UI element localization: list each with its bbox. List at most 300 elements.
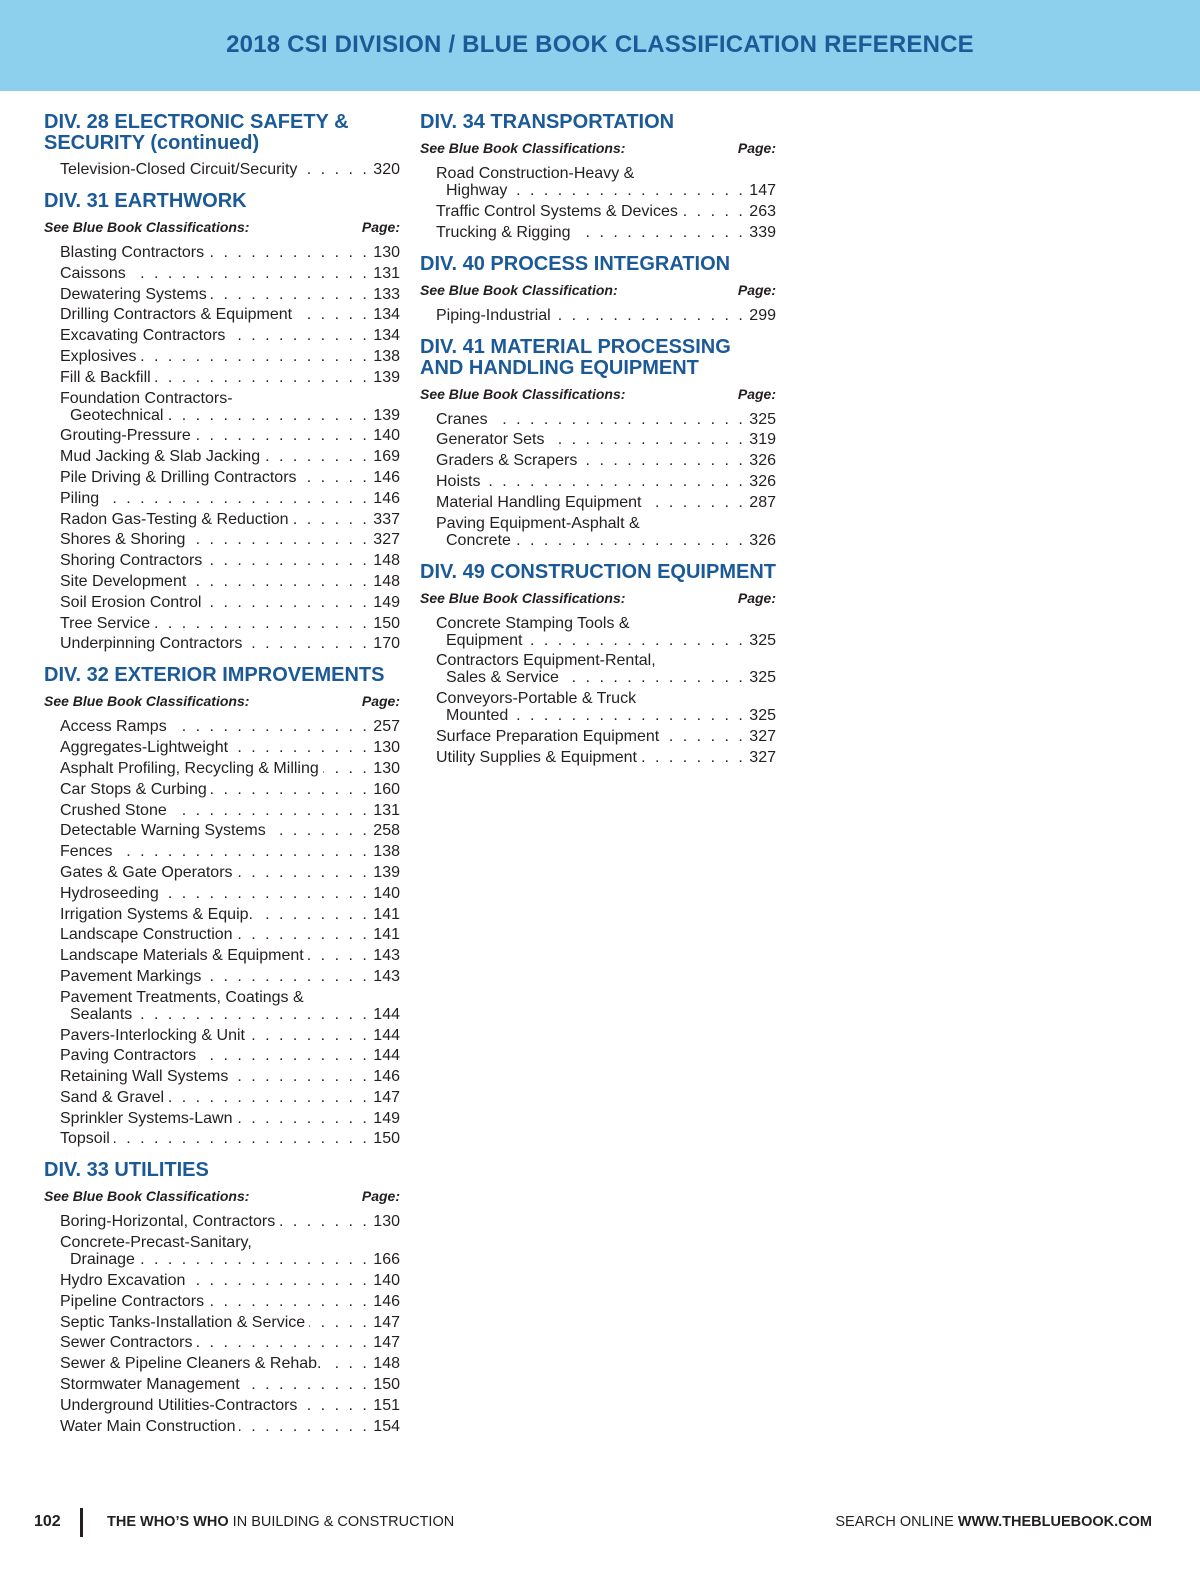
classification-item	[60, 552, 400, 569]
classification-row	[60, 1293, 400, 1310]
classification-item	[60, 1397, 400, 1414]
classification-name: Hoists	[436, 472, 481, 490]
classification-name: Septic Tanks-Installation & Service	[60, 1313, 306, 1331]
classification-name: Gates & Gate Operators	[60, 863, 233, 881]
classification-row	[60, 490, 400, 507]
classification-row	[60, 885, 400, 902]
page-number-ref: 138	[373, 347, 400, 365]
classification-row	[60, 926, 400, 943]
page-number-ref: 148	[373, 552, 400, 570]
division-title: DIV. 49 CONSTRUCTION EQUIPMENT	[420, 560, 776, 583]
classification-row	[60, 1251, 400, 1268]
classification-item	[436, 307, 776, 324]
classification-item	[60, 469, 400, 486]
classification-item	[60, 531, 400, 548]
classification-row	[60, 822, 400, 839]
classification-list	[420, 411, 776, 549]
classification-header-label: See Blue Book Classifications:	[44, 219, 250, 235]
classification-name-continued: Geotechnical	[70, 406, 164, 424]
dot-leader	[155, 369, 370, 386]
classification-item	[60, 760, 400, 777]
dot-leader	[515, 532, 745, 549]
dot-leader	[575, 224, 746, 241]
dot-leader	[323, 760, 370, 777]
classification-item	[60, 161, 400, 178]
dot-leader	[211, 781, 370, 798]
classification-name: Blasting Contractors	[60, 244, 205, 261]
classification-name-continued: Mounted	[446, 707, 509, 725]
page-header-label: Page:	[361, 219, 400, 235]
classification-name: Irrigation Systems & Equip.	[60, 905, 253, 923]
classification-row	[60, 531, 400, 548]
dot-leader	[527, 632, 746, 649]
classification-name: Traffic Control Systems & Devices	[436, 202, 678, 220]
classification-name: Piling	[60, 489, 100, 507]
dot-leader	[190, 573, 369, 590]
dot-leader	[154, 615, 369, 632]
classification-name: Asphalt Profiling, Recycling & Milling	[60, 759, 319, 777]
dot-leader	[325, 1355, 369, 1372]
dot-leader	[167, 407, 369, 424]
classification-name: Foundation Contractors-	[60, 389, 233, 407]
page-number-ref: 326	[749, 472, 776, 490]
page-number-ref: 319	[749, 431, 776, 449]
classification-item	[60, 244, 400, 261]
classification-name: Concrete-Precast-Sanitary,	[60, 1234, 252, 1252]
classification-name: Underground Utilities-Contractors	[60, 1396, 298, 1414]
page-number-ref: 150	[373, 614, 400, 632]
classification-row	[60, 1376, 400, 1393]
page-number-ref: 144	[373, 1005, 400, 1023]
classification-row	[60, 1006, 400, 1023]
dot-leader	[682, 203, 745, 220]
dot-leader	[512, 707, 745, 724]
classification-row	[436, 307, 776, 324]
classification-name: Retaining Wall Systems	[60, 1068, 229, 1086]
classification-name: Topsoil	[60, 1130, 110, 1148]
classification-item	[436, 431, 776, 448]
publication-name	[107, 1514, 454, 1530]
classification-header-label: See Blue Book Classifications:	[420, 589, 626, 606]
classification-name: Access Ramps	[60, 718, 167, 736]
division-title: DIV. 28 ELECTRONIC SAFETY & SECURITY (continued)	[44, 111, 349, 154]
classification-name: Soil Erosion Control	[60, 593, 202, 611]
website-link[interactable]: WWW.THEBLUEBOOK.COM	[957, 1514, 1152, 1530]
dot-leader	[492, 411, 746, 428]
classification-name: Road Construction-Heavy &	[436, 165, 635, 182]
page-header-label: Page:	[361, 693, 400, 710]
classification-item	[436, 165, 776, 199]
classification-name: Radon Gas-Testing & Reduction	[60, 510, 289, 528]
classification-item	[60, 739, 400, 756]
dot-leader	[206, 552, 369, 569]
page-number-ref: 327	[749, 727, 776, 745]
classification-item	[60, 781, 400, 798]
classification-item	[436, 473, 776, 490]
classification-row	[60, 635, 400, 652]
classification-row	[60, 552, 400, 569]
classification-item	[60, 822, 400, 839]
page-number-ref: 263	[749, 202, 776, 220]
dot-leader	[200, 1047, 369, 1064]
division-section	[44, 112, 400, 178]
dot-leader	[641, 749, 745, 766]
classification-row	[436, 632, 776, 649]
page-number-ref: 130	[373, 759, 400, 777]
classification-name: Sprinkler Systems-Lawn	[60, 1109, 233, 1127]
classification-item	[60, 490, 400, 507]
classification-item	[436, 515, 776, 549]
page-header-label: Page:	[737, 589, 776, 606]
classification-name-continued: Concrete	[446, 531, 511, 549]
dot-leader	[171, 802, 370, 819]
classification-name: Drilling Contractors & Equipment	[60, 306, 293, 324]
classification-name: Cranes	[436, 410, 488, 428]
classification-row	[436, 707, 776, 724]
classification-name: Grouting-Pressure	[60, 427, 191, 445]
classification-header	[44, 693, 400, 709]
dot-leader	[301, 161, 369, 178]
classification-header-label: See Blue Book Classification:	[420, 281, 618, 298]
classification-row	[60, 781, 400, 798]
page-number-ref: 141	[373, 926, 400, 944]
page-number-ref: 146	[373, 489, 400, 507]
page-number-ref: 150	[373, 1130, 400, 1148]
dot-leader	[301, 1397, 369, 1414]
dot-leader	[296, 306, 369, 323]
dot-leader	[555, 307, 746, 324]
division-section	[420, 562, 776, 766]
dot-leader	[549, 431, 746, 448]
classification-item	[60, 1293, 400, 1310]
classification-row	[60, 1047, 400, 1064]
page-number-ref: 339	[749, 223, 776, 241]
classification-item	[436, 728, 776, 745]
division-title: DIV. 40 PROCESS INTEGRATION	[420, 252, 731, 275]
dot-leader	[171, 718, 370, 735]
classification-name: Pipeline Contractors	[60, 1292, 205, 1310]
classification-row	[60, 265, 400, 282]
classification-row	[60, 1027, 400, 1044]
page-number-ref: 326	[749, 531, 776, 549]
classification-header	[420, 140, 776, 156]
classification-name: Underpinning Contractors	[60, 635, 243, 653]
dot-leader	[163, 885, 370, 902]
page-number-ref: 139	[373, 863, 400, 881]
classification-row	[60, 1355, 400, 1372]
classification-item	[60, 718, 400, 735]
classification-name: Graders & Scrapers	[436, 452, 578, 470]
classification-row	[436, 182, 776, 199]
classification-row	[60, 1334, 400, 1351]
dot-leader	[257, 906, 369, 923]
classification-row	[436, 411, 776, 428]
classification-name: Surface Preparation Equipment	[436, 727, 660, 745]
division-section	[44, 665, 400, 1147]
classification-item	[60, 1355, 400, 1372]
dot-leader	[581, 452, 745, 469]
page-number: 102	[34, 1513, 61, 1530]
classification-item	[60, 926, 400, 943]
classification-row	[436, 431, 776, 448]
publication-name-bold: THE WHO’S WHO	[107, 1514, 229, 1530]
page-number-ref: 141	[373, 905, 400, 923]
classification-name: Utility Supplies & Equipment	[436, 748, 637, 766]
classification-item	[60, 1068, 400, 1085]
page-number-ref: 299	[749, 306, 776, 324]
dot-leader	[168, 1089, 369, 1106]
classification-item	[60, 1047, 400, 1064]
page-header-label: Page:	[737, 140, 776, 156]
classification-name: Landscape Construction	[60, 926, 233, 944]
classification-header-label: See Blue Book Classifications:	[44, 1188, 250, 1205]
classification-row	[60, 1130, 400, 1147]
page-number-ref: 134	[373, 327, 400, 345]
page-number-ref: 325	[749, 631, 776, 649]
classification-name: Sand & Gravel	[60, 1088, 165, 1106]
classification-name-continued: Sales & Service	[446, 669, 559, 687]
dot-leader	[211, 286, 370, 303]
classification-name: Television-Closed Circuit/Security	[60, 161, 298, 178]
classification-row	[60, 594, 400, 611]
classification-item	[60, 1130, 400, 1147]
dot-leader	[246, 635, 369, 652]
classification-item	[60, 390, 400, 424]
page-number-ref: 131	[373, 264, 400, 282]
classification-item	[436, 615, 776, 649]
division-section	[44, 1160, 400, 1434]
page-number-ref: 258	[373, 822, 400, 840]
page-number-ref: 140	[373, 427, 400, 445]
classification-name: Fill & Backfill	[60, 368, 151, 386]
classification-row	[60, 718, 400, 735]
page-header-label: Page:	[737, 281, 776, 298]
page-number-ref: 169	[373, 448, 400, 466]
page-number-ref: 131	[373, 801, 400, 819]
classification-row	[60, 427, 400, 444]
page-number-ref: 326	[749, 452, 776, 470]
classification-item	[60, 802, 400, 819]
classification-item	[60, 1027, 400, 1044]
classification-row	[60, 469, 400, 486]
page-title: 2018 CSI DIVISION / BLUE BOOK CLASSIFICATION REFERENCE	[226, 30, 974, 58]
dot-leader	[103, 490, 369, 507]
dot-leader	[511, 182, 745, 199]
page-number-ref: 143	[373, 967, 400, 985]
classification-item	[436, 494, 776, 511]
classification-item	[436, 203, 776, 220]
classification-item	[60, 369, 400, 386]
classification-list	[44, 718, 400, 1147]
classification-row	[60, 1089, 400, 1106]
dot-leader	[189, 531, 369, 548]
classification-item	[60, 635, 400, 652]
classification-row	[436, 473, 776, 490]
classification-row	[60, 968, 400, 985]
page-number-ref: 327	[373, 531, 400, 549]
dot-leader	[239, 1418, 369, 1435]
classification-name: Material Handling Equipment	[436, 493, 642, 511]
classification-row	[436, 494, 776, 511]
dot-leader	[237, 864, 370, 881]
division-section	[44, 191, 400, 652]
classification-name-continued: Sealants	[70, 1005, 133, 1023]
dot-leader	[663, 728, 745, 745]
classification-row	[60, 573, 400, 590]
page-number-ref: 134	[373, 306, 400, 324]
classification-row	[60, 286, 400, 303]
dot-leader	[264, 448, 369, 465]
classification-name: Site Development	[60, 572, 187, 590]
classification-item	[436, 652, 776, 686]
classification-name: Explosives	[60, 347, 137, 365]
dot-leader	[205, 594, 369, 611]
classification-name-continued: Drainage	[70, 1251, 135, 1269]
classification-name: Fences	[60, 843, 113, 861]
classification-name: Trucking & Rigging	[436, 223, 571, 241]
classification-item	[436, 452, 776, 469]
page-footer	[0, 1505, 1200, 1535]
classification-row	[436, 224, 776, 241]
classification-name: Detectable Warning Systems	[60, 822, 266, 840]
classification-header	[44, 1188, 400, 1204]
page-number-ref: 140	[373, 1272, 400, 1290]
classification-row	[60, 511, 400, 528]
classification-row	[60, 407, 400, 424]
search-label: SEARCH ONLINE	[835, 1514, 958, 1530]
classification-row	[60, 348, 400, 365]
dot-leader	[563, 669, 745, 686]
classification-row	[60, 1418, 400, 1435]
classification-name: Excavating Contractors	[60, 327, 226, 345]
classification-name: Sewer Contractors	[60, 1334, 193, 1352]
classification-item	[60, 864, 400, 881]
dot-leader	[249, 1027, 369, 1044]
classification-list	[44, 161, 400, 178]
page-number-ref: 327	[749, 748, 776, 766]
dot-leader	[229, 327, 369, 344]
classification-item	[60, 1234, 400, 1268]
classification-name: Aggregates-Lightweight	[60, 739, 229, 757]
classification-item	[60, 427, 400, 444]
right-column	[420, 112, 776, 779]
division-section	[420, 254, 776, 324]
page-number-ref: 144	[373, 1026, 400, 1044]
classification-item	[60, 348, 400, 365]
classification-list	[44, 1213, 400, 1434]
page-number-ref: 138	[373, 843, 400, 861]
classification-item	[60, 1213, 400, 1230]
page-header-label: Page:	[361, 1188, 400, 1205]
classification-item	[60, 286, 400, 303]
dot-leader	[270, 822, 370, 839]
page-number-ref: 150	[373, 1376, 400, 1394]
page-number-ref: 151	[373, 1396, 400, 1414]
page-number-ref: 130	[373, 739, 400, 757]
classification-row	[60, 906, 400, 923]
dot-leader	[116, 843, 369, 860]
classification-row	[60, 1068, 400, 1085]
page-number-ref: 160	[373, 780, 400, 798]
classification-name: Pavement Treatments, Coatings &	[60, 988, 304, 1006]
page-number-ref: 325	[749, 410, 776, 428]
classification-row	[60, 1213, 400, 1230]
page-number-ref: 148	[373, 1355, 400, 1373]
dot-leader	[140, 348, 369, 365]
classification-item	[60, 885, 400, 902]
classification-row	[60, 448, 400, 465]
classification-item	[60, 1314, 400, 1331]
classification-name: Paving Contractors	[60, 1047, 197, 1065]
page-number-ref: 147	[373, 1334, 400, 1352]
classification-header-label: See Blue Book Classifications:	[44, 693, 250, 710]
classification-row	[60, 369, 400, 386]
classification-item	[60, 1110, 400, 1127]
classification-item	[60, 843, 400, 860]
classification-row	[60, 802, 400, 819]
page-number-ref: 146	[373, 1068, 400, 1086]
dot-leader	[189, 1272, 369, 1289]
page-number-ref: 149	[373, 593, 400, 611]
division-section	[420, 112, 776, 241]
classification-row	[436, 669, 776, 686]
classification-name: Pile Driving & Drilling Contractors	[60, 468, 297, 486]
classification-name: Caissons	[60, 264, 126, 282]
dot-leader	[208, 244, 369, 261]
page-number-ref: 130	[373, 1213, 400, 1231]
page-number-ref: 154	[373, 1417, 400, 1435]
page-number-ref: 325	[749, 669, 776, 687]
division-section	[420, 337, 776, 549]
publication-name-rest: IN BUILDING & CONSTRUCTION	[228, 1514, 455, 1530]
dot-leader	[484, 473, 745, 490]
dot-leader	[308, 947, 370, 964]
page-number-ref: 147	[373, 1088, 400, 1106]
classification-name: Mud Jacking & Slab Jacking	[60, 448, 261, 466]
classification-item	[60, 1089, 400, 1106]
classification-row	[60, 327, 400, 344]
classification-list	[420, 307, 776, 324]
classification-name: Dewatering Systems	[60, 285, 207, 303]
division-title: DIV. 41 MATERIAL PROCESSING AND HANDLING EQUIPMENT	[420, 335, 731, 379]
division-title: DIV. 32 EXTERIOR IMPROVEMENTS	[44, 664, 385, 687]
page-number-ref: 166	[373, 1251, 400, 1269]
classification-row	[60, 1314, 400, 1331]
classification-name: Paving Equipment-Asphalt &	[436, 514, 640, 532]
classification-name: Conveyors-Portable & Truck	[436, 690, 637, 708]
classification-item	[60, 448, 400, 465]
division-title: DIV. 33 UTILITIES	[44, 1159, 209, 1182]
classification-item	[60, 306, 400, 323]
dot-leader	[293, 511, 370, 528]
dot-leader	[197, 1334, 370, 1351]
dot-leader	[301, 469, 370, 486]
classification-row	[60, 739, 400, 756]
classification-row	[436, 728, 776, 745]
classification-item	[60, 947, 400, 964]
classification-header	[420, 590, 776, 606]
left-column	[44, 112, 400, 1448]
classification-name: Crushed Stone	[60, 801, 167, 819]
page-number-ref: 139	[373, 406, 400, 424]
dot-leader	[237, 1110, 370, 1127]
page-number-ref: 337	[373, 510, 400, 528]
classification-name: Boring-Horizontal, Contractors	[60, 1213, 276, 1231]
classification-list	[420, 165, 776, 241]
dot-leader	[237, 926, 370, 943]
classification-name: Hydroseeding	[60, 884, 159, 902]
page-number-ref: 287	[749, 493, 776, 511]
